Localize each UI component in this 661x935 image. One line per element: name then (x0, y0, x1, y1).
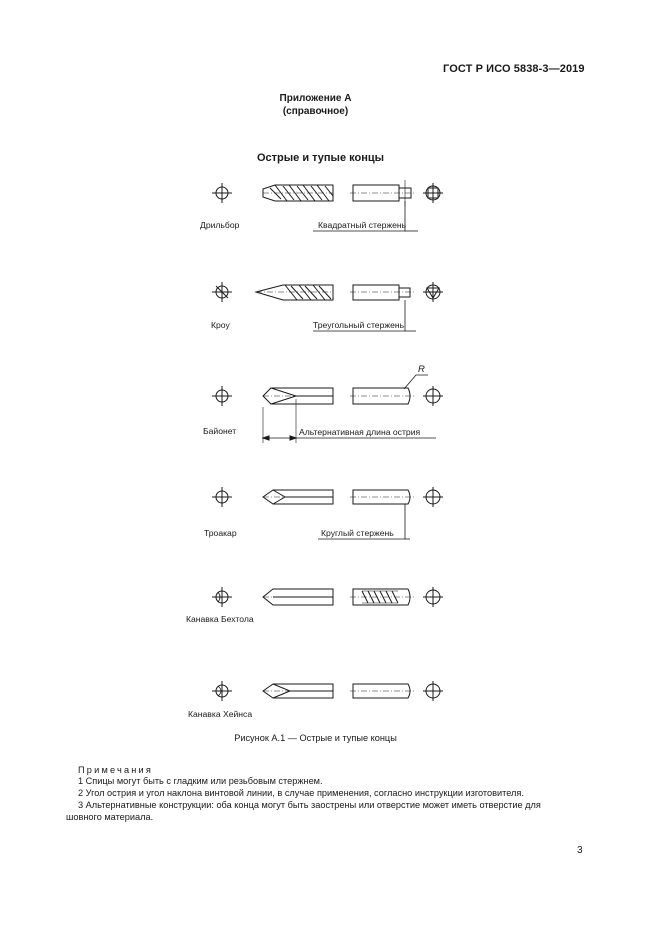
crow-tip-shaft (256, 285, 333, 300)
note-2: 2 Угол острия и угол наклона винтовой линии, в случае применения, согласно инструкции изготовителя. (78, 788, 524, 798)
trocar-tip-shaft (263, 490, 333, 504)
label-crow: Кроу (211, 320, 230, 330)
standard-code: ГОСТ Р ИСО 5838-3—2019 (443, 63, 585, 75)
section-title: Острые и тупые концы (256, 152, 385, 164)
callout-alternative-tip-length: Альтернативная длина острия (299, 427, 421, 437)
round-shank-shaft-3 (350, 388, 415, 404)
end-view-triangle (423, 282, 443, 302)
drill-tip-shaft (263, 185, 333, 201)
round-shank-shaft-6 (350, 684, 415, 698)
end-view-left-5 (212, 587, 232, 607)
end-view-left-3 (212, 386, 232, 406)
end-view-right-6 (423, 681, 443, 701)
end-view-right-3 (423, 386, 443, 406)
annex-subtitle: (справочное) (282, 106, 349, 117)
label-trocar: Троакар (204, 528, 237, 538)
end-view-left-6 (212, 681, 232, 701)
bechtol-tip-shaft (263, 589, 333, 605)
haines-tip-shaft (263, 684, 333, 698)
note-3-continuation: шовного материала. (66, 812, 154, 822)
radius-label: R (418, 364, 425, 375)
figure-caption: Рисунок А.1 — Острые и тупые концы (234, 733, 397, 743)
callout-triangular-shank: Треугольный стержень (313, 320, 405, 330)
label-drill-tip: Дрильбор (200, 220, 240, 230)
note-1: 1 Спицы могут быть с гладким или резьбовым стержнем. (78, 776, 323, 786)
round-shank-shaft-4 (350, 490, 415, 504)
triangular-shank-shaft (350, 285, 415, 300)
haines-row (212, 681, 443, 701)
end-view-square (423, 183, 443, 203)
label-haines-groove: Канавка Хейнса (188, 709, 253, 719)
end-view-right-4 (423, 487, 443, 507)
bayonet-tip-shaft (263, 388, 333, 404)
label-bechtol-groove: Канавка Бехтола (186, 614, 254, 624)
end-view-right-5 (423, 587, 443, 607)
callout-round-shank: Круглый стержень (321, 528, 394, 538)
note-3: 3 Альтернативные конструкции: оба конца могут быть заострены или отверстие может иметь отверстие для (78, 800, 541, 810)
notes-heading: Примечания (78, 765, 154, 775)
radius-leader (404, 375, 428, 389)
page-number: 3 (577, 845, 583, 856)
end-view-left-4 (212, 487, 232, 507)
threaded-shank-shaft (350, 589, 415, 605)
end-view-left-2 (212, 282, 232, 302)
bechtol-row (212, 587, 443, 607)
callout-square-shank: Квадратный стержень (318, 220, 407, 230)
annex-title: Приложение А (279, 93, 352, 104)
label-bayonet: Байонет (203, 426, 237, 436)
end-view-left-1 (212, 183, 232, 203)
